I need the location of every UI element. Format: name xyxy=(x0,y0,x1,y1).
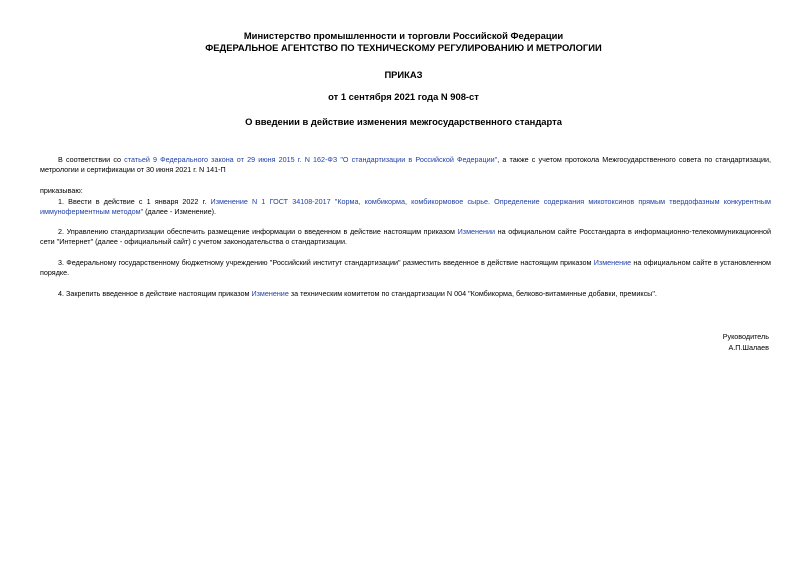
order-title: ПРИКАЗ xyxy=(384,69,423,80)
ministry-name: Министерство промышленности и торговли Российской Федерации xyxy=(243,30,564,41)
intro-text-before: В соответствии со xyxy=(58,155,125,164)
item-4-paragraph xyxy=(40,289,771,299)
item-1-paragraph xyxy=(40,197,771,218)
order-date: от 1 сентября 2021 года N 908-ст xyxy=(328,91,479,102)
amendment-link-3[interactable]: Изменение xyxy=(593,258,632,267)
item-1-text-after: (далее - Изменение). xyxy=(143,207,217,217)
item-4-text-before: 4. Закрепить введенное в действие настоящим приказом xyxy=(58,289,252,298)
item-2-text-after: на официальном сайте Росстандарта в информационно-телекоммуникационной сети "Интернет" (далее - официальный сайт) с учетом законодательства о стандартизации. xyxy=(40,227,772,247)
item-3-paragraph xyxy=(40,258,771,279)
document-header xyxy=(0,30,807,53)
item-2-paragraph xyxy=(40,227,771,248)
item-4-text-after: за техническим комитетом по стандартизации N 004 "Комбикорма, белково-витаминные добавки, премиксы". xyxy=(288,289,657,298)
intro-text-after: , а также с учетом протокола Межгосударственного совета по стандартизации, метрологии и сертификации от 30 июня 2021 г. N 141-П xyxy=(40,155,771,175)
item-3-text-after: на официальном сайте в установленном порядке. xyxy=(40,258,772,278)
item-2-text-before: 2. Управлению стандартизации обеспечить размещение информации о введенном в действие настоящим приказом xyxy=(58,227,458,236)
gost-amendment-link[interactable]: Изменение N 1 ГОСТ 34108-2017 "Корма, комбикорма, комбикормовое сырье. Определение содержания микотоксинов прямым твердофазным конкурентным иммуноферментным методом" xyxy=(40,197,771,217)
federal-law-link[interactable]: статьей 9 Федерального закона от 29 июня 2015 г. N 162-ФЗ "О стандартизации в Российской Федерации" xyxy=(124,155,498,164)
item-3-text-before: 3. Федеральному государственному бюджетному учреждению "Российский институт стандартизации" разместить введенное в действие настоящим приказом xyxy=(58,258,594,267)
amendment-link-2[interactable]: Изменении xyxy=(457,227,495,236)
amendment-link-4[interactable]: Изменение xyxy=(251,289,289,298)
document-title: О введении в действие изменения межгосударственного стандарта xyxy=(245,116,562,127)
signature-block xyxy=(723,332,769,353)
order-word: приказываю: xyxy=(40,186,83,195)
item-1-text-before: 1. Ввести в действие с 1 января 2022 г. xyxy=(58,197,211,206)
signatory-name: А.П.Шалаев xyxy=(728,342,769,352)
intro-paragraph xyxy=(40,155,771,176)
agency-name: ФЕДЕРАЛЬНОЕ АГЕНТСТВО ПО ТЕХНИЧЕСКОМУ РЕГУЛИРОВАНИЮ И МЕТРОЛОГИИ xyxy=(205,41,602,53)
signatory-position: Руководитель xyxy=(722,332,769,341)
